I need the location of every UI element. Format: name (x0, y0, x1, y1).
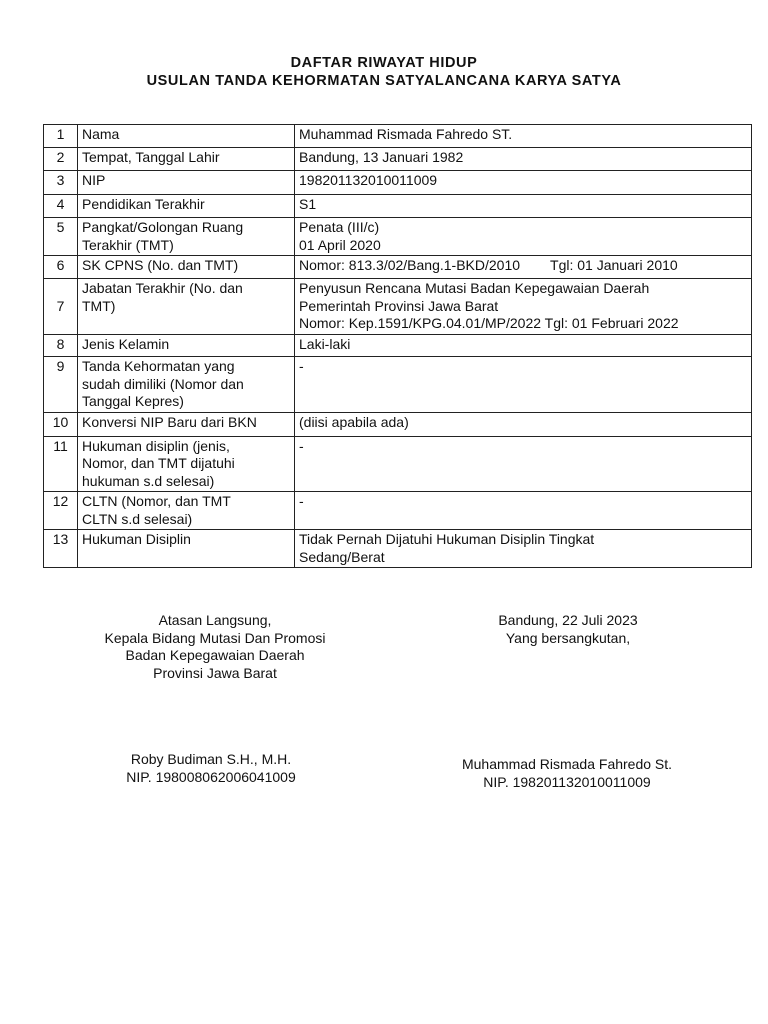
supervisor-nip: NIP. 198008062006041009 (126, 768, 296, 785)
row-number: 3 (44, 171, 78, 195)
supervisor-name: Roby Budiman S.H., M.H. (130, 751, 292, 767)
row-value: Tidak Pernah Dijatuhi Hukuman Disiplin Tingkat Sedang/Berat (295, 530, 752, 568)
row-number: 8 (44, 335, 78, 357)
row-number: 12 (44, 492, 78, 530)
row-number: 11 (44, 436, 78, 492)
applicant-signature-header (418, 612, 718, 647)
row-label: Konversi NIP Baru dari BKN (78, 412, 295, 436)
applicant-role: Yang bersangkutan, (505, 629, 631, 646)
table-row (44, 436, 752, 492)
row-label: CLTN (Nomor, dan TMT CLTN s.d selesai) (78, 492, 295, 530)
supervisor-agency: Badan Kepegawaian Daerah (125, 647, 305, 663)
applicant-name: Muhammad Rismada Fahredo St. (461, 756, 673, 772)
row-label: Jabatan Terakhir (No. dan TMT) (78, 279, 295, 335)
row-value: 198201132010011009 (295, 171, 752, 195)
title-line-1: DAFTAR RIWAYAT HIDUP (290, 55, 478, 71)
row-number: 7 (44, 279, 78, 335)
supervisor-greeting: Atasan Langsung, (158, 612, 272, 628)
row-label: Nama (78, 125, 295, 148)
place-date: Bandung, 22 Juli 2023 (498, 612, 638, 628)
table-row (44, 279, 752, 335)
supervisor-province: Provinsi Jawa Barat (153, 664, 277, 681)
applicant-signature-name (412, 756, 722, 791)
row-value (295, 256, 752, 279)
row-value: Bandung, 13 Januari 1982 (295, 148, 752, 171)
table-row (44, 171, 752, 195)
title-line-2: USULAN TANDA KEHORMATAN SATYALANCANA KARYA SATYA (146, 73, 622, 89)
table-row (44, 218, 752, 256)
supervisor-position: Kepala Bidang Mutasi Dan Promosi (104, 629, 326, 646)
document-title (0, 54, 768, 90)
row-label: Pangkat/Golongan Ruang Terakhir (TMT) (78, 218, 295, 256)
table-row (44, 195, 752, 218)
row-label: Pendidikan Terakhir (78, 195, 295, 218)
row-number: 9 (44, 357, 78, 413)
row-number: 10 (44, 412, 78, 436)
row-label: NIP (78, 171, 295, 195)
table-row (44, 492, 752, 530)
row-value: - (295, 357, 752, 413)
row-value: - (295, 492, 752, 530)
row-number: 6 (44, 256, 78, 279)
row-number: 13 (44, 530, 78, 568)
row-label: Tanda Kehormatan yang sudah dimiliki (Nomor dan Tanggal Kepres) (78, 357, 295, 413)
sk-cpns-number: Nomor: 813.3/02/Bang.1-BKD/2010 (299, 257, 521, 273)
row-value: - (295, 436, 752, 492)
applicant-nip: NIP. 198201132010011009 (483, 773, 651, 790)
row-number: 4 (44, 195, 78, 218)
table-row (44, 335, 752, 357)
row-label: Hukuman Disiplin (78, 530, 295, 568)
row-value: Laki-laki (295, 335, 752, 357)
table-row (44, 125, 752, 148)
row-value: (diisi apabila ada) (295, 412, 752, 436)
biodata-table (43, 124, 752, 568)
row-number: 5 (44, 218, 78, 256)
row-value: Penyusun Rencana Mutasi Badan Kepegawaian Daerah Pemerintah Provinsi Jawa Barat Nomor: Kep.1591/KPG.04.01/MP/2022 Tgl: 01 Februari 2022 (295, 279, 752, 335)
row-value: Muhammad Rismada Fahredo ST. (295, 125, 752, 148)
supervisor-signature-header (60, 612, 370, 682)
row-label: Hukuman disiplin (jenis, Nomor, dan TMT dijatuhi hukuman s.d selesai) (78, 436, 295, 492)
sk-cpns-date: Tgl: 01 Januari 2010 (550, 257, 678, 273)
row-value: S1 (295, 195, 752, 218)
table-row (44, 412, 752, 436)
table-row (44, 357, 752, 413)
table-row (44, 148, 752, 171)
row-label: Jenis Kelamin (78, 335, 295, 357)
row-number: 2 (44, 148, 78, 171)
table-row (44, 530, 752, 568)
supervisor-signature-name (60, 751, 362, 786)
row-value: Penata (III/c) 01 April 2020 (295, 218, 752, 256)
table-row (44, 256, 752, 279)
row-number: 1 (44, 125, 78, 148)
row-label: SK CPNS (No. dan TMT) (78, 256, 295, 279)
row-label: Tempat, Tanggal Lahir (78, 148, 295, 171)
